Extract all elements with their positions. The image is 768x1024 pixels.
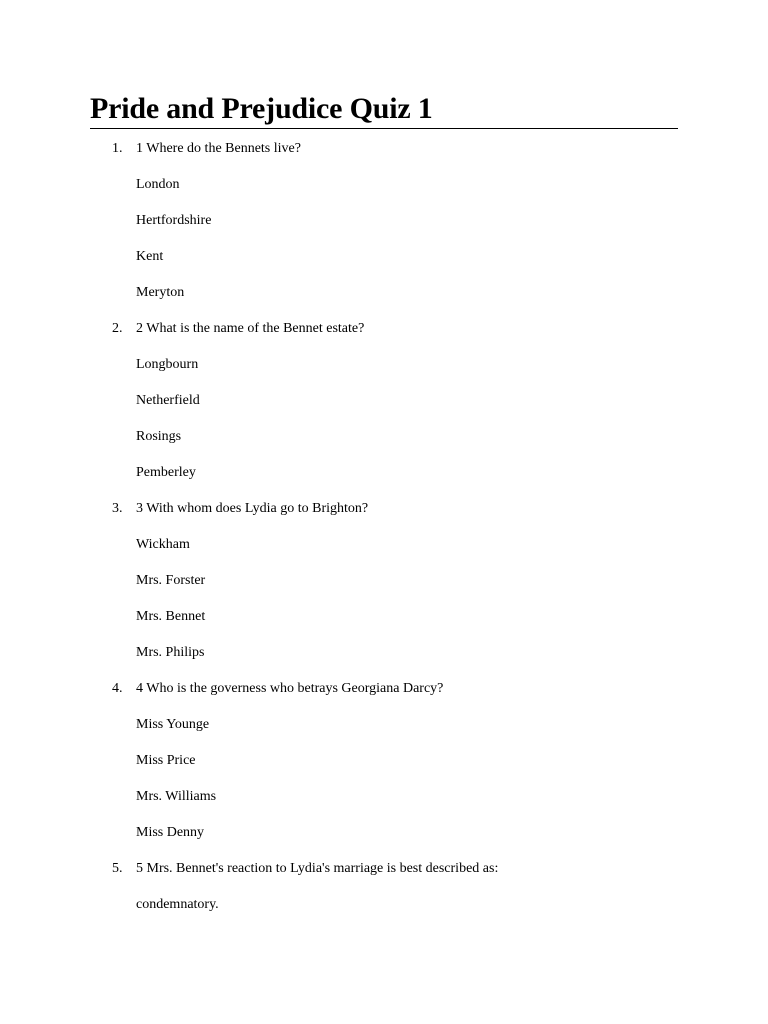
answer-option: [0, 571, 768, 607]
question-item: [0, 139, 768, 319]
page-title: Pride and Prejudice Quiz 1: [90, 90, 678, 129]
answer-option: [0, 175, 768, 211]
quiz-list: [0, 139, 768, 931]
question-line: [0, 679, 768, 715]
answer-option: [0, 715, 768, 751]
answer-option-text: Mrs. Bennet: [136, 609, 206, 624]
answer-option: [0, 391, 768, 427]
answer-option-text: Kent: [136, 249, 164, 264]
question-number: 5.: [112, 861, 123, 876]
answer-option-text: Netherfield: [136, 393, 200, 408]
question-line: [0, 499, 768, 535]
answer-option: [0, 607, 768, 643]
question-text: 2 What is the name of the Bennet estate?: [136, 321, 365, 336]
question-number: 4.: [112, 681, 123, 696]
question-item: [0, 319, 768, 499]
answer-option: [0, 823, 768, 859]
answer-option-text: London: [136, 177, 180, 192]
answer-option: [0, 427, 768, 463]
question-line: [0, 319, 768, 355]
answer-option: [0, 787, 768, 823]
answer-option: [0, 355, 768, 391]
question-text: 3 With whom does Lydia go to Brighton?: [136, 501, 369, 516]
question-item: [0, 679, 768, 859]
question-number: 1.: [112, 141, 123, 156]
question-text: 4 Who is the governess who betrays Georgiana Darcy?: [136, 681, 444, 696]
answer-option-text: Miss Younge: [136, 717, 210, 732]
question-text: 1 Where do the Bennets live?: [136, 141, 301, 156]
answer-option-text: Longbourn: [136, 357, 199, 372]
answer-option: [0, 643, 768, 679]
answer-option-text: Wickham: [136, 537, 190, 552]
question-line: [0, 859, 768, 895]
answer-option: [0, 535, 768, 571]
question-line: [0, 139, 768, 175]
answer-option-text: Hertfordshire: [136, 213, 212, 228]
answer-option-text: Pemberley: [136, 465, 196, 480]
answer-option: [0, 211, 768, 247]
answer-option-text: Meryton: [136, 285, 185, 300]
question-number: 3.: [112, 501, 123, 516]
question-number: 2.: [112, 321, 123, 336]
question-item: [0, 859, 768, 931]
question-text: 5 Mrs. Bennet's reaction to Lydia's marriage is best described as:: [136, 861, 499, 876]
answer-option-text: Rosings: [136, 429, 182, 444]
answer-option-text: Mrs. Williams: [136, 789, 217, 804]
answer-option: [0, 895, 768, 931]
answer-option-text: Miss Price: [136, 753, 196, 768]
answer-option: [0, 463, 768, 499]
answer-option-text: condemnatory.: [136, 897, 219, 912]
question-item: [0, 499, 768, 679]
answer-option: [0, 751, 768, 787]
answer-option-text: Mrs. Forster: [136, 573, 206, 588]
answer-option: [0, 283, 768, 319]
answer-option: [0, 247, 768, 283]
answer-option-text: Miss Denny: [136, 825, 205, 840]
answer-option-text: Mrs. Philips: [136, 645, 205, 660]
